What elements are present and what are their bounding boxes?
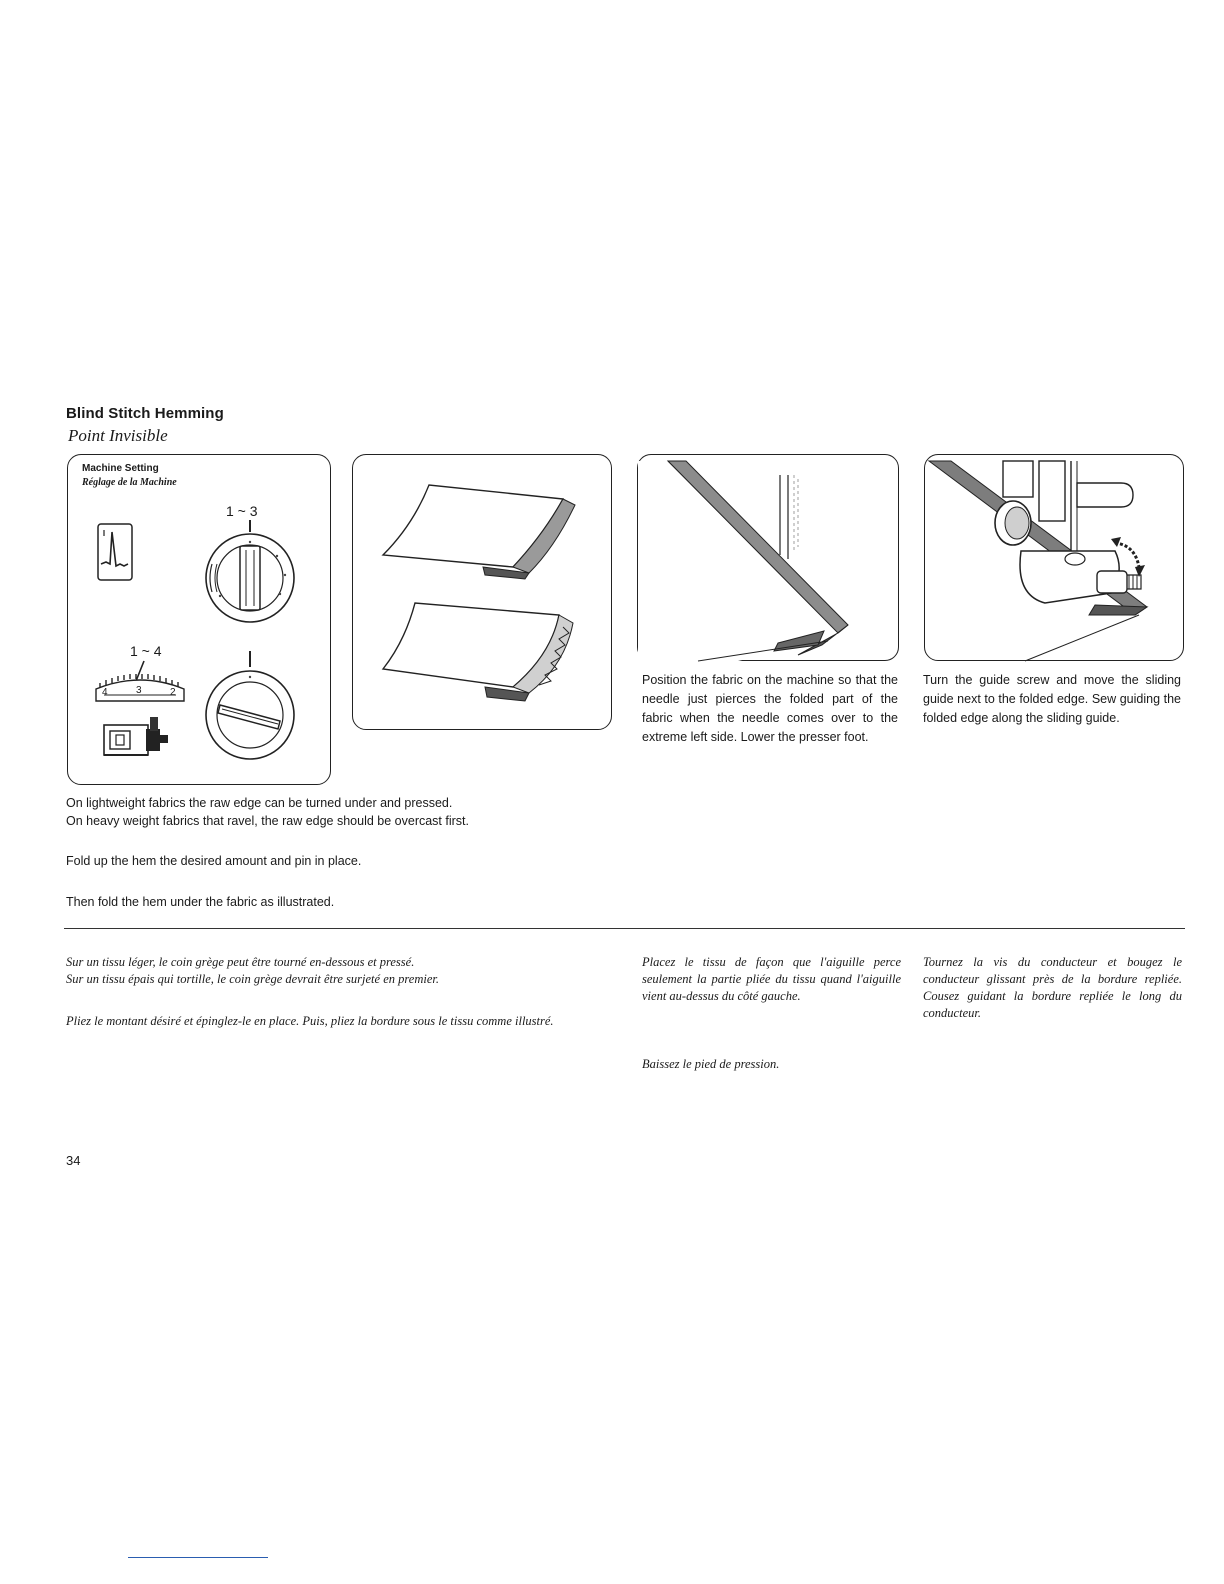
stitch-width-dial: [202, 520, 298, 616]
instruction-fold-up: Fold up the hem the desired amount and pin in place.: [66, 854, 362, 868]
lower-foot-caption-french: Baissez le pied de pression.: [642, 1057, 780, 1071]
position-fabric-caption: Position the fabric on the machine so that the needle just pierces the folded part of the fabric when the needle comes over to the extreme left side. Lower the presser foot.: [642, 673, 898, 744]
footer-link-underline: [128, 1557, 268, 1558]
length-scale-label-4: 4: [102, 687, 108, 698]
stitch-length-scale: [92, 661, 188, 707]
instruction-fold-french: Pliez le montant désiré et épinglez-le en place. Puis, pliez la bordure sous le tissu comme illustré.: [66, 1014, 554, 1028]
length-scale-label-3: 3: [136, 685, 142, 696]
guide-screw-illustration: [924, 454, 1184, 661]
guide-screw-caption-french: Tournez la vis du conducteur et bougez le conducteur glissant près de la bordure repliée. Cousez guidant la bordure repliée le long du conducteur.: [923, 955, 1182, 1020]
blind-stitch-pattern-icon: [96, 522, 136, 584]
machine-setting-title: Machine Setting: [82, 463, 159, 474]
blind-stitch-foot-icon: [98, 711, 174, 761]
instruction-lightweight-french: Sur un tissu léger, le coin grège peut être tourné en-dessous et pressé.: [66, 955, 415, 969]
hem-fold-illustration: [352, 454, 612, 730]
position-fabric-caption-french: Placez le tissu de façon que l'aiguille perce seulement la partie pliée du tissu quand l'aiguille vient au-dessus du côté gauche.: [642, 955, 901, 1003]
language-divider: [64, 928, 1185, 929]
section-title-french: Point Invisible: [68, 426, 168, 445]
section-title: Blind Stitch Hemming: [66, 405, 224, 422]
length-scale-label-2: 2: [170, 687, 176, 698]
instruction-fold-under: Then fold the hem under the fabric as illustrated.: [66, 895, 335, 909]
stitch-length-dial: [202, 651, 298, 769]
guide-screw-caption: Turn the guide screw and move the sliding guide next to the folded edge. Sew guiding the folded edge along the sliding guide.: [923, 673, 1181, 725]
stitch-length-range: 1 ~ 4: [130, 643, 162, 659]
needle-position-illustration: [637, 454, 899, 661]
machine-setting-title-french: Réglage de la Machine: [82, 477, 177, 488]
machine-setting-panel: [67, 454, 331, 785]
page-number: 34: [66, 1153, 81, 1168]
instruction-heavyweight-french: Sur un tissu épais qui tortille, le coin grège devrait être surjeté en premier.: [66, 972, 439, 986]
instruction-heavyweight: On heavy weight fabrics that ravel, the raw edge should be overcast first.: [66, 814, 469, 828]
instruction-lightweight: On lightweight fabrics the raw edge can be turned under and pressed.: [66, 796, 453, 810]
stitch-width-range: 1 ~ 3: [226, 503, 258, 519]
